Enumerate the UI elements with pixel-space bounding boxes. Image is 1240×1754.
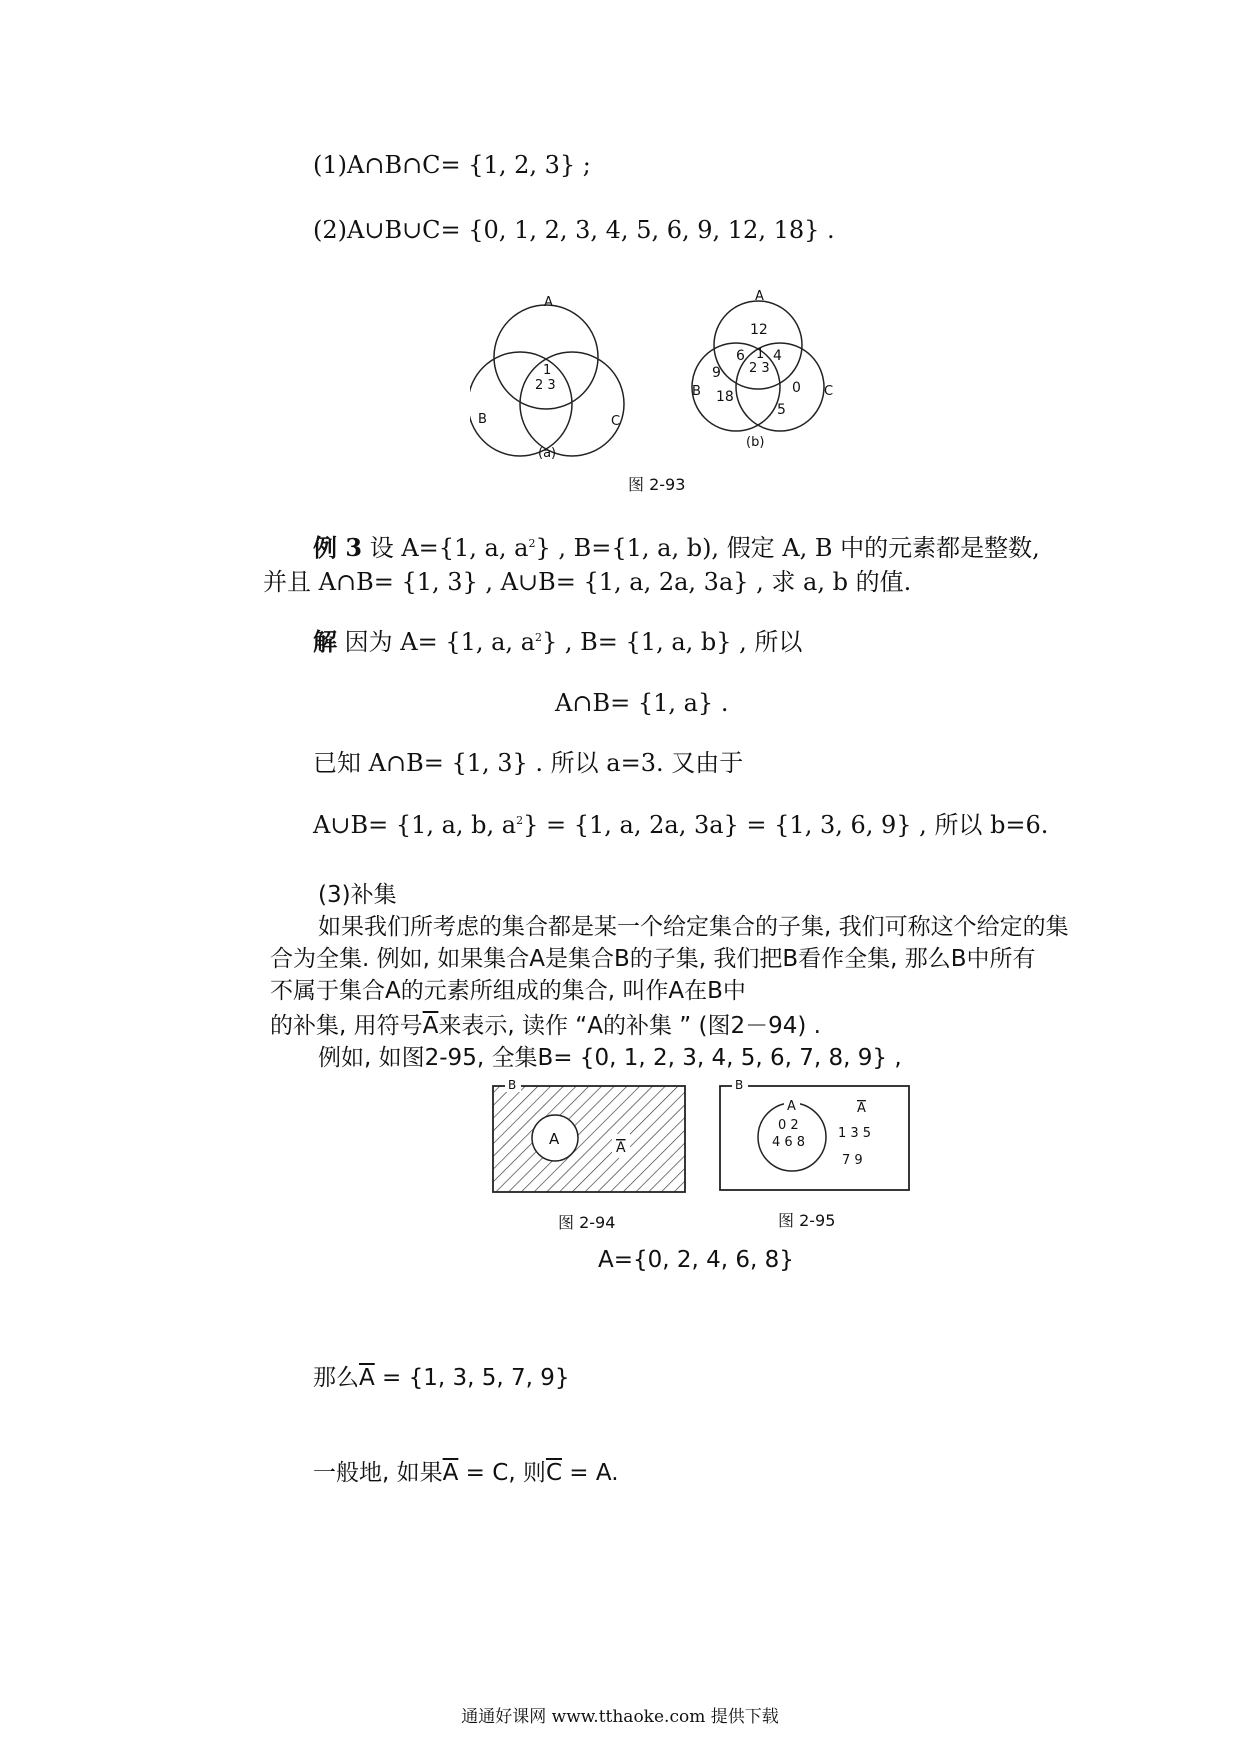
solution-label: 解 — [313, 627, 337, 656]
fig94-set-label: A — [549, 1130, 560, 1148]
venn-b-only-c-1: 0 — [792, 380, 801, 396]
venn-a-label-a: A — [544, 295, 553, 310]
solution-line2: A∩B= {1, a} . — [555, 689, 729, 717]
complement-para4: 的补集, 用符号$\overline{A}$来表示, 读作 “A的补集 ” (图2－94) . — [270, 1013, 821, 1039]
venn-b-ab: 6 — [736, 348, 745, 364]
set-a-definition: A={0, 2, 4, 6, 8} — [598, 1247, 794, 1273]
venn-b-only-b-1: 9 — [712, 365, 721, 381]
complement-symbol: $\overline{A}$ — [422, 1013, 439, 1039]
venn-b-only-c-2: 5 — [777, 402, 786, 418]
venn-a-label-b: B — [478, 412, 487, 427]
venn-b-center-top: 1 — [756, 347, 765, 362]
complement-para2: 合为全集. 例如, 如果集合A是集合B的子集, 我们把B看作全集, 那么B中所有 — [270, 946, 1036, 972]
solution-line1: 解 因为 A= {1, a, $a^2$} , B= {1, a, b} , 所以 — [313, 627, 803, 656]
fig94-complement-label: A — [616, 1140, 626, 1156]
solution-line3: 已知 A∩B= {1, 3} . 所以 a=3. 又由于 — [313, 749, 744, 777]
venn-a-label-c: C — [611, 414, 621, 429]
solution-line4: A∪B= {1, a, b, $a^2\} = \{1$, a, 2a, 3a} = {1, 3, 6, 9} , 所以 b=6. — [313, 811, 1049, 839]
complement-para5: 例如, 如图2-95, 全集B= {0, 1, 2, 3, 4, 5, 6, 7, 8, 9} , — [318, 1045, 902, 1071]
venn-diagram-a — [470, 290, 630, 465]
general-rule: 一般地, 如果$\overline{A} = C$, 则$\overline{C} = A$. — [313, 1460, 619, 1486]
complement-heading: (3)补集 — [318, 882, 397, 908]
venn-b-only-a: 12 — [750, 322, 768, 338]
example3-line1: 例 3 设 A={1, a, $a^2$} , B={1, a, b), 假定 A, B 中的元素都是整数, — [313, 533, 1040, 562]
figure-2-95-caption: 图 2-95 — [778, 1211, 836, 1230]
complement-para1: 如果我们所考虑的集合都是某一个给定集合的子集, 我们可称这个给定的集 — [318, 914, 1069, 940]
venn-b-label-b: B — [692, 384, 701, 399]
venn-b-label-a: A — [755, 290, 764, 304]
intersection-result: (1)A∩B∩C= {1, 2, 3} ; — [313, 151, 591, 179]
venn-b-center-bottom: 2 3 — [749, 361, 770, 376]
venn-b-ac: 4 — [773, 348, 782, 364]
fig94-universe-label: B — [508, 1078, 517, 1092]
example3-label: 例 3 — [313, 533, 363, 562]
venn-b-caption: (b) — [746, 435, 765, 450]
venn-a-center-top: 1 — [543, 363, 552, 378]
figure-2-93-caption: 图 2-93 — [628, 475, 686, 494]
fig95-a-row2: 4 6 8 — [772, 1135, 806, 1150]
fig95-complement-label: A — [857, 1101, 866, 1116]
venn-b-only-b-2: 18 — [716, 389, 734, 405]
page-footer: 通通好课网 www.tthaoke.com 提供下载 — [461, 1707, 779, 1727]
figure-2-94-caption: 图 2-94 — [558, 1213, 616, 1232]
figure-2-95-diagram — [712, 1072, 917, 1197]
venn-diagram-b — [680, 290, 840, 450]
example3-line2: 并且 A∩B= {1, 3} , A∪B= {1, a, 2a, 3a} , 求 a, b 的值. — [263, 568, 912, 596]
fig95-universe-label: B — [735, 1078, 744, 1092]
fig95-c-row1: 1 3 5 — [838, 1126, 872, 1141]
figure-2-94-diagram — [488, 1072, 693, 1197]
venn-b-label-c: C — [824, 384, 834, 399]
complement-result: 那么$\overline{A} = \{1$, 3, 5, 7, 9} — [313, 1365, 570, 1391]
union-result: (2)A∪B∪C= {0, 1, 2, 3, 4, 5, 6, 9, 12, 18} . — [313, 216, 835, 244]
fig95-a-row1: 0 2 — [778, 1118, 799, 1133]
complement-symbol-c: $\overline{C}$ — [545, 1460, 562, 1486]
complement-symbol-a2: $\overline{A}$ — [442, 1460, 459, 1486]
venn-a-caption: (a) — [538, 446, 557, 461]
fig95-c-row2: 7 9 — [842, 1153, 863, 1168]
complement-para3: 不属于集合A的元素所组成的集合, 叫作A在B中 — [270, 978, 746, 1004]
fig95-set-label: A — [787, 1099, 796, 1114]
venn-a-center-bottom: 2 3 — [535, 378, 556, 393]
complement-symbol-a: $\overline{A}$ — [359, 1365, 375, 1391]
